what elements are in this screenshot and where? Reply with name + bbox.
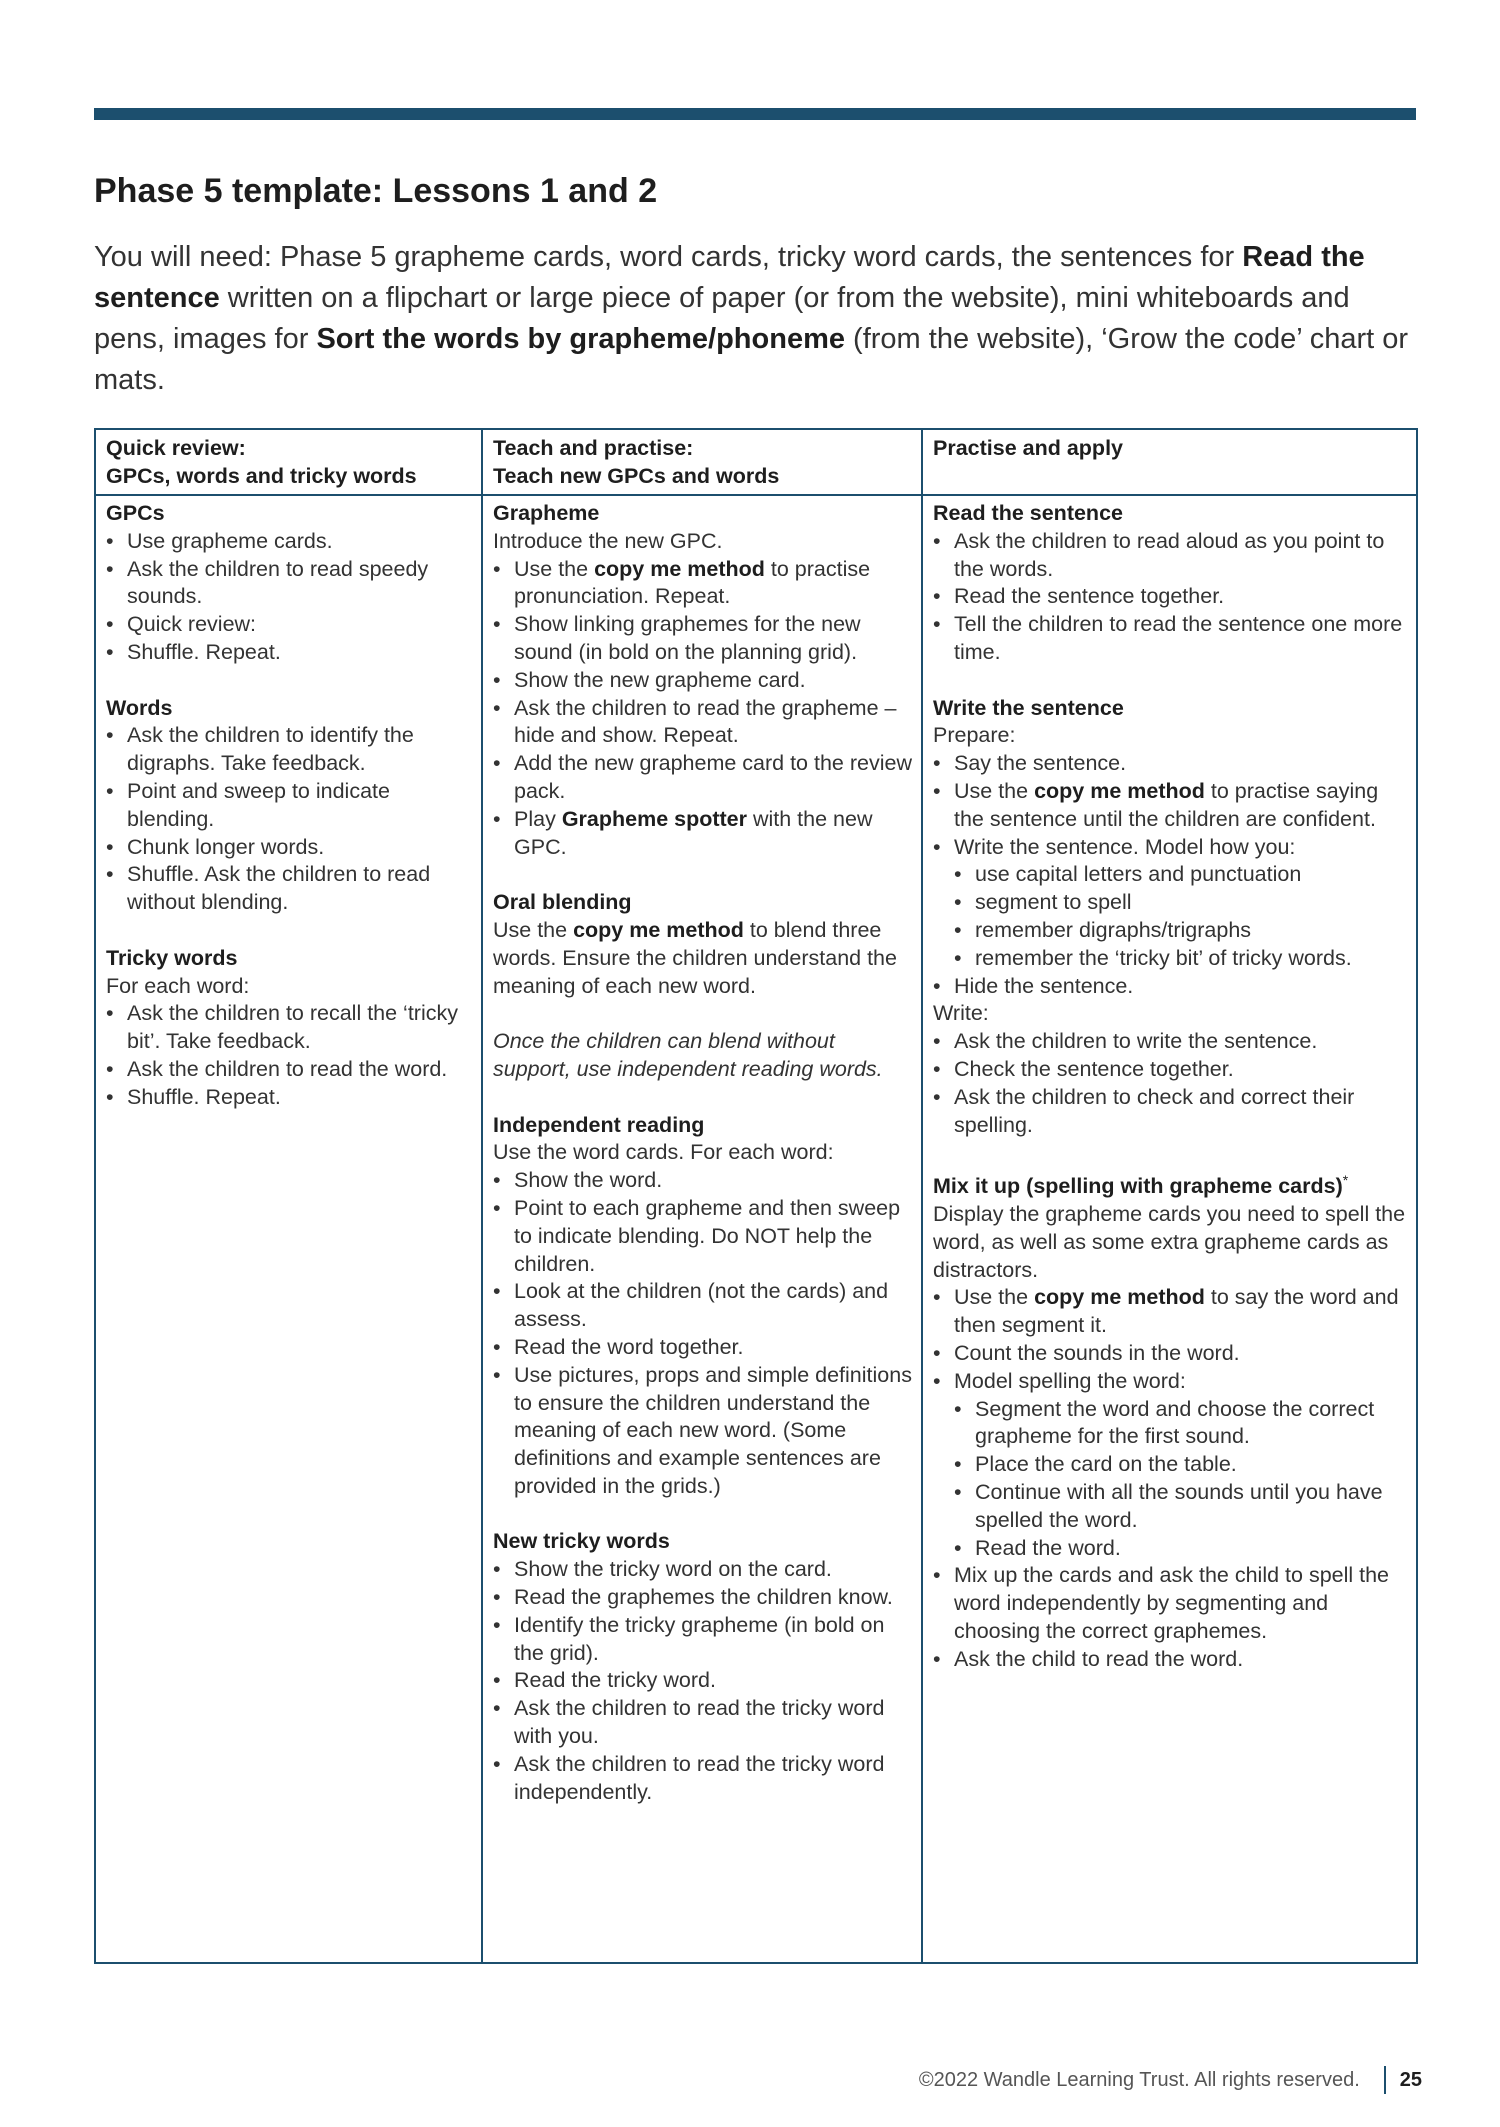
list-item: • Ask the children to read speedy sounds. <box>106 556 473 612</box>
asterisk-marker: * <box>1342 1172 1349 1189</box>
independent-reading-intro: Use the word cards. For each word: <box>493 1140 834 1165</box>
intro-text-3: (from the website), ‘Grow the code’ chart or mats. <box>94 323 1409 396</box>
list-item: • Ask the children to identify the digraphs. Take feedback. <box>106 722 473 778</box>
list-item: • remember digraphs/trigraphs <box>954 917 1408 945</box>
list-item: • Identify the tricky grapheme (in bold on the grid). <box>493 1612 913 1668</box>
list-item: • Ask the children to read aloud as you point to the words. <box>933 528 1408 584</box>
list-item: • use capital letters and punctuation <box>954 861 1408 889</box>
list-item: • Ask the children to read the grapheme – hide and show. Repeat. <box>493 695 913 751</box>
bold-term: Grapheme spotter <box>561 806 747 831</box>
header-quick-review <box>95 429 482 495</box>
quick-review-cell <box>95 495 482 1963</box>
text-run: Use the <box>514 556 595 581</box>
list-item: • Read the tricky word. <box>493 1667 913 1695</box>
intro-bold-1: Read the sentence <box>94 241 1365 314</box>
text-run: to blend three words. Ensure the children understand the meaning of each new word. <box>493 917 897 998</box>
list-item: • Ask the children to read the word. <box>106 1056 473 1084</box>
list-item: • Ask the children to write the sentence. <box>933 1028 1408 1056</box>
list-item: • Tell the children to read the sentence one more time. <box>933 611 1408 667</box>
text-run: to say the word and then segment it. <box>954 1285 1399 1338</box>
header-teach-line2: Teach new GPCs and words <box>493 464 780 488</box>
gpcs-heading: GPCs <box>106 501 165 525</box>
write-sentence-heading: Write the sentence <box>933 695 1124 720</box>
page-number: 25 <box>1399 2068 1422 2091</box>
lesson-plan-table <box>94 428 1418 1964</box>
list-item: • Ask the children to read the tricky word with you. <box>493 1695 913 1751</box>
top-rule <box>94 108 1416 120</box>
list-item: • Continue with all the sounds until you have spelled the word. <box>954 1479 1408 1535</box>
tricky-words-intro: For each word: <box>106 973 250 998</box>
list-item: • Ask the children to check and correct their spelling. <box>933 1084 1408 1140</box>
write-list <box>933 1028 1408 1139</box>
header-quick-review-line1: Quick review: <box>106 436 246 460</box>
model-sublist <box>954 861 1408 972</box>
teach-practise-cell <box>482 495 922 1963</box>
read-sentence-heading: Read the sentence <box>933 501 1123 525</box>
list-item: • Point to each grapheme and then sweep to indicate blending. Do NOT help the children. <box>493 1195 913 1278</box>
hide-list <box>933 973 1408 1001</box>
bold-term: copy me method <box>1034 778 1205 803</box>
tricky-words-section <box>106 945 473 1112</box>
header-row <box>95 429 1417 495</box>
list-item: • Show the tricky word on the card. <box>493 1556 913 1584</box>
practise-apply-cell <box>922 495 1417 1963</box>
header-practise-apply-label: Practise and apply <box>933 436 1123 460</box>
list-item: • Hide the sentence. <box>933 973 1408 1001</box>
oral-blending-note: Once the children can blend without support, use independent reading words. <box>493 1029 883 1081</box>
grapheme-section <box>493 500 913 861</box>
copyright-notice: ©2022 Wandle Learning Trust. All rights reserved. <box>918 2068 1360 2091</box>
list-item: • Segment the word and choose the correct grapheme for the first sound. <box>954 1396 1408 1452</box>
content-row <box>95 495 1417 1963</box>
mix-it-up-heading <box>933 1167 1408 1201</box>
text-run: Use the <box>954 778 1035 803</box>
list-item: • Read the sentence together. <box>933 583 1408 611</box>
list-item: • Place the card on the table. <box>954 1451 1408 1479</box>
list-item: • Show the word. <box>493 1167 913 1195</box>
mix-it-up-list-2 <box>933 1562 1408 1673</box>
list-item: • Check the sentence together. <box>933 1056 1408 1084</box>
read-sentence-list <box>933 528 1408 667</box>
text-run: Use the <box>493 917 574 942</box>
list-item: • Count the sounds in the word. <box>933 1340 1408 1368</box>
words-section <box>106 695 473 917</box>
footer-divider <box>1384 2066 1386 2094</box>
header-teach-practise <box>482 429 922 495</box>
text-run: with the new GPC. <box>514 806 873 859</box>
header-teach-line1: Teach and practise: <box>493 436 694 460</box>
gpcs-list <box>106 528 473 667</box>
gpcs-section <box>106 500 473 667</box>
list-item <box>933 778 1408 834</box>
list-item: • Read the graphemes the children know. <box>493 1584 913 1612</box>
bold-term: copy me method <box>573 917 744 942</box>
list-item: • Shuffle. Repeat. <box>106 1084 473 1112</box>
mix-it-up-intro: Display the grapheme cards you need to spell the word, as well as some extra grapheme cards as distractors. <box>933 1202 1406 1282</box>
list-item: • remember the ‘tricky bit’ of tricky words. <box>954 945 1408 973</box>
new-tricky-words-list <box>493 1556 913 1806</box>
list-item <box>493 556 913 612</box>
list-item: • Show the new grapheme card. <box>493 667 913 695</box>
grapheme-list <box>493 556 913 862</box>
header-practise-apply <box>922 429 1417 495</box>
list-item: • Ask the child to read the word. <box>933 1646 1408 1674</box>
list-item <box>933 1284 1408 1340</box>
header-quick-review-line2: GPCs, words and tricky words <box>106 464 417 488</box>
list-item: • segment to spell <box>954 889 1408 917</box>
new-tricky-words-heading: New tricky words <box>493 1529 670 1554</box>
list-item: • Shuffle. Repeat. <box>106 639 473 667</box>
list-item: • Read the word together. <box>493 1334 913 1362</box>
oral-blending-heading: Oral blending <box>493 890 632 915</box>
page-footer <box>919 2066 1422 2094</box>
list-item: • Say the sentence. <box>933 750 1408 778</box>
list-item: • Quick review: <box>106 611 473 639</box>
list-item: • Add the new grapheme card to the review pack. <box>493 750 913 806</box>
list-item <box>493 806 913 862</box>
intro-text-1: You will need: Phase 5 grapheme cards, word cards, tricky word cards, the sentences for <box>94 241 1243 273</box>
intro-text-2: written on a flipchart or large piece of paper (or from the website), mini whiteboards and pens, images for <box>94 282 1350 355</box>
independent-reading-list <box>493 1167 913 1501</box>
independent-reading-section <box>493 1112 913 1501</box>
tricky-words-list <box>106 1000 473 1111</box>
write-label: Write: <box>933 1001 989 1026</box>
grapheme-intro: Introduce the new GPC. <box>493 528 723 553</box>
list-item: • Mix up the cards and ask the child to spell the word independently by segmenting and choosing the correct graphemes. <box>933 1562 1408 1645</box>
spelling-sublist <box>954 1396 1408 1563</box>
text-run: to practise pronunciation. Repeat. <box>514 556 871 609</box>
words-list <box>106 722 473 917</box>
write-sentence-section <box>933 695 1408 1140</box>
list-item: • Read the word. <box>954 1535 1408 1563</box>
list-item: • Write the sentence. Model how you: <box>933 834 1408 862</box>
bold-term: copy me method <box>1034 1285 1205 1310</box>
text-run: Play <box>514 806 562 831</box>
oral-blending-section <box>493 889 913 1000</box>
list-item: • Use grapheme cards. <box>106 528 473 556</box>
page-title: Phase 5 template: Lessons 1 and 2 <box>94 172 658 210</box>
list-item: • Shuffle. Ask the children to read without blending. <box>106 861 473 917</box>
prepare-list <box>933 750 1408 861</box>
new-tricky-words-section <box>493 1528 913 1806</box>
list-item: • Use pictures, props and simple definitions to ensure the children understand the meaning of each new word. (Some definitions and example sentences are provided in the grids.) <box>493 1362 913 1501</box>
list-item: • Ask the children to recall the ‘tricky bit’. Take feedback. <box>106 1000 473 1056</box>
list-item: • Chunk longer words. <box>106 834 473 862</box>
text-run: Use the <box>954 1285 1035 1310</box>
bold-term: copy me method <box>594 556 765 581</box>
mix-it-up-heading-text: Mix it up (spelling with grapheme cards) <box>933 1174 1343 1199</box>
oral-blending-text <box>493 917 913 1000</box>
list-item: • Show linking graphemes for the new sound (in bold on the planning grid). <box>493 611 913 667</box>
independent-reading-heading: Independent reading <box>493 1112 705 1137</box>
mix-it-up-section <box>933 1167 1408 1674</box>
list-item: • Point and sweep to indicate blending. <box>106 778 473 834</box>
prepare-label: Prepare: <box>933 723 1016 748</box>
text-run: to practise saying the sentence until the children are confident. <box>954 778 1379 831</box>
intro-bold-2: Sort the words by grapheme/phoneme <box>316 323 845 355</box>
list-item: • Model spelling the word: <box>933 1368 1408 1396</box>
mix-it-up-list <box>933 1284 1408 1395</box>
list-item: • Ask the children to read the tricky word independently. <box>493 1751 913 1807</box>
read-sentence-section <box>933 500 1408 667</box>
list-item: • Look at the children (not the cards) and assess. <box>493 1278 913 1334</box>
tricky-words-heading: Tricky words <box>106 945 238 970</box>
grapheme-heading: Grapheme <box>493 501 600 525</box>
intro-paragraph <box>94 237 1424 401</box>
words-heading: Words <box>106 695 173 720</box>
